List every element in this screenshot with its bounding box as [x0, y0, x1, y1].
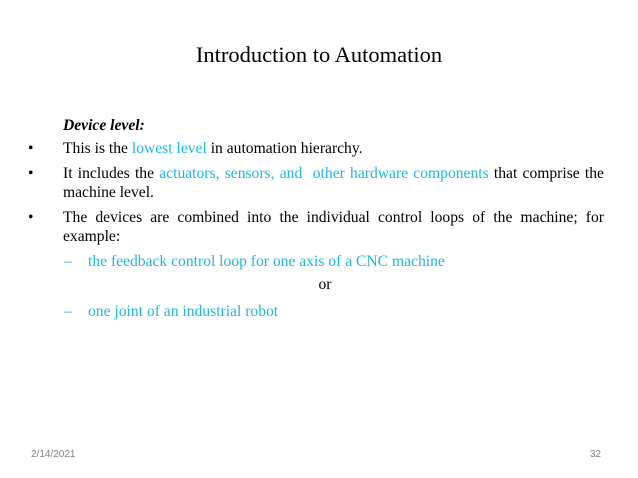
bullet-text: The devices are combined into the individual control loops of the machine; for example:	[63, 209, 604, 245]
highlighted-text: lowest level	[131, 140, 207, 157]
slide-content	[26, 116, 604, 321]
slide-title: Introduction to Automation	[195, 42, 443, 67]
bullet-text: in automation hierarchy.	[206, 140, 363, 157]
or-text: or	[318, 276, 332, 293]
bullet-marker: •	[28, 209, 34, 226]
highlighted-text: actuators, sensors, and other hardware components	[159, 165, 489, 182]
footer-date: 2/14/2021	[31, 449, 76, 460]
page-number: 32	[589, 449, 601, 460]
bullet-item-2	[26, 164, 604, 202]
dash-marker: –	[64, 253, 72, 270]
sub-item-text: one joint of an industrial robot	[88, 303, 279, 320]
bullet-marker: •	[28, 140, 34, 157]
bullet-text: This is the	[63, 140, 132, 157]
bullet-text: It includes the	[63, 165, 160, 182]
sub-list	[26, 252, 604, 321]
dash-marker: –	[64, 303, 72, 320]
sub-item-1	[26, 252, 604, 271]
bullet-marker: •	[28, 165, 34, 182]
subheading: Device level:	[63, 117, 145, 134]
sub-item-2	[26, 302, 604, 321]
bullet-item-1	[26, 139, 604, 158]
bullet-text: that comprise the machine level.	[63, 165, 604, 201]
bullet-item-3	[26, 208, 604, 246]
sub-item-text: the feedback control loop for one axis of a CNC machine	[88, 253, 445, 270]
